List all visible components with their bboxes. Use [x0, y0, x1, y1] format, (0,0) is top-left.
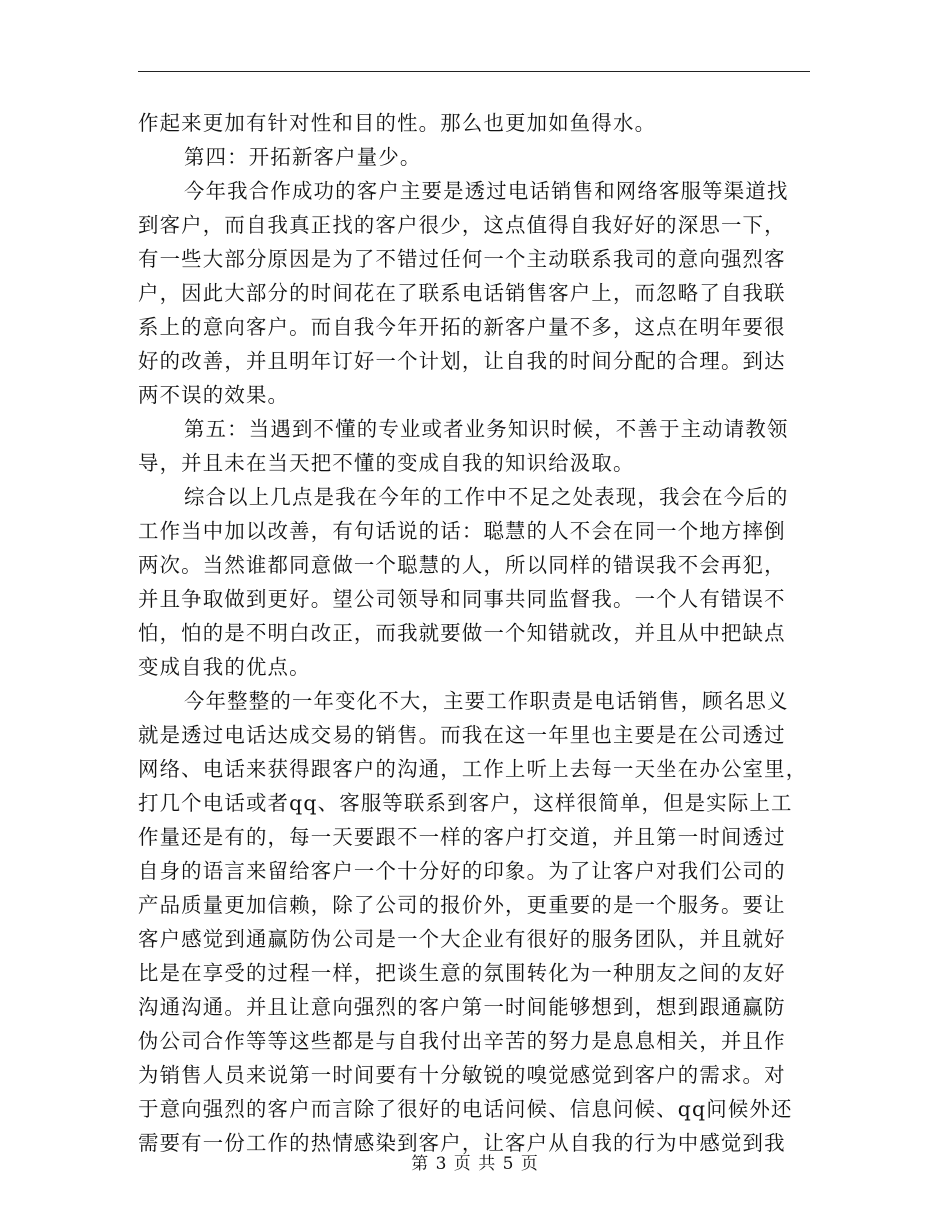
text-line: 打几个电话或者qq、客服等联系到客户，这样很简单，但是实际上工 [138, 791, 793, 815]
text-line: 网络、电话来获得跟客户的沟通，工作上听上去每一天坐在办公室里， [138, 757, 808, 781]
text-line: 两次。当然谁都同意做一个聪慧的人，所以同样的错误我不会再犯， [138, 553, 786, 577]
text-line: 作量还是有的，每一天要跟不一样的客户打交道，并且第一时间透过 [138, 825, 786, 849]
body-text [138, 106, 818, 1160]
text-line: 好的改善，并且明年订好一个计划，让自我的时间分配的合理。到达 [138, 349, 786, 373]
text-line: 综合以上几点是我在今年的工作中不足之处表现，我会在今后的 [184, 485, 789, 509]
text-line: 需要有一份工作的热情感染到客户，让客户从自我的行为中感觉到我 [138, 1131, 786, 1155]
text-line: 户，因此大部分的时间花在了联系电话销售客户上，而忽略了自我联 [138, 281, 786, 305]
text-line: 自身的语言来留给客户一个十分好的印象。为了让客户对我们公司的 [138, 859, 786, 883]
text-line: 两不误的效果。 [138, 383, 290, 407]
text-line: 为销售人员来说第一时间要有十分敏锐的嗅觉感觉到客户的需求。对 [138, 1063, 786, 1087]
text-line: 到客户，而自我真正找的客户很少，这点值得自我好好的深思一下， [138, 213, 786, 237]
text-line: 沟通沟通。并且让意向强烈的客户第一时间能够想到，想到跟通赢防 [138, 995, 786, 1019]
text-line: 怕，怕的是不明白改正，而我就要做一个知错就改，并且从中把缺点 [138, 621, 786, 645]
text-line: 并且争取做到更好。望公司领导和同事共同监督我。一个人有错误不 [138, 587, 786, 611]
text-line: 导，并且未在当天把不懂的变成自我的知识给汲取。 [138, 451, 635, 475]
text-line: 工作当中加以改善，有句话说的话：聪慧的人不会在同一个地方摔倒 [138, 519, 786, 543]
text-line: 客户感觉到通赢防伪公司是一个大企业有很好的服务团队，并且就好 [138, 927, 786, 951]
header-divider [138, 71, 810, 72]
text-line: 比是在享受的过程一样，把谈生意的氛围转化为一种朋友之间的友好 [138, 961, 786, 985]
text-line: 产品质量更加信赖，除了公司的报价外，更重要的是一个服务。要让 [138, 893, 786, 917]
page-footer: 第 3 页 共 5 页 [411, 1154, 539, 1174]
text-line: 第五：当遇到不懂的专业或者业务知识时候，不善于主动请教领 [184, 417, 789, 441]
text-line: 作起来更加有针对性和目的性。那么也更加如鱼得水。 [138, 111, 657, 135]
text-line: 今年我合作成功的客户主要是透过电话销售和网络客服等渠道找 [184, 179, 789, 203]
text-line: 伪公司合作等等这些都是与自我付出辛苦的努力是息息相关，并且作 [138, 1029, 786, 1053]
text-line: 系上的意向客户。而自我今年开拓的新客户量不多，这点在明年要很 [138, 315, 786, 339]
text-line: 第四：开拓新客户量少。 [184, 145, 422, 169]
text-line: 变成自我的优点。 [138, 655, 311, 679]
text-line: 有一些大部分原因是为了不错过任何一个主动联系我司的意向强烈客 [138, 247, 786, 271]
text-line: 于意向强烈的客户而言除了很好的电话问候、信息问候、qq问候外还 [138, 1097, 793, 1121]
text-line: 就是透过电话达成交易的销售。而我在这一年里也主要是在公司透过 [138, 723, 786, 747]
text-line: 今年整整的一年变化不大，主要工作职责是电话销售，顾名思义 [184, 689, 789, 713]
